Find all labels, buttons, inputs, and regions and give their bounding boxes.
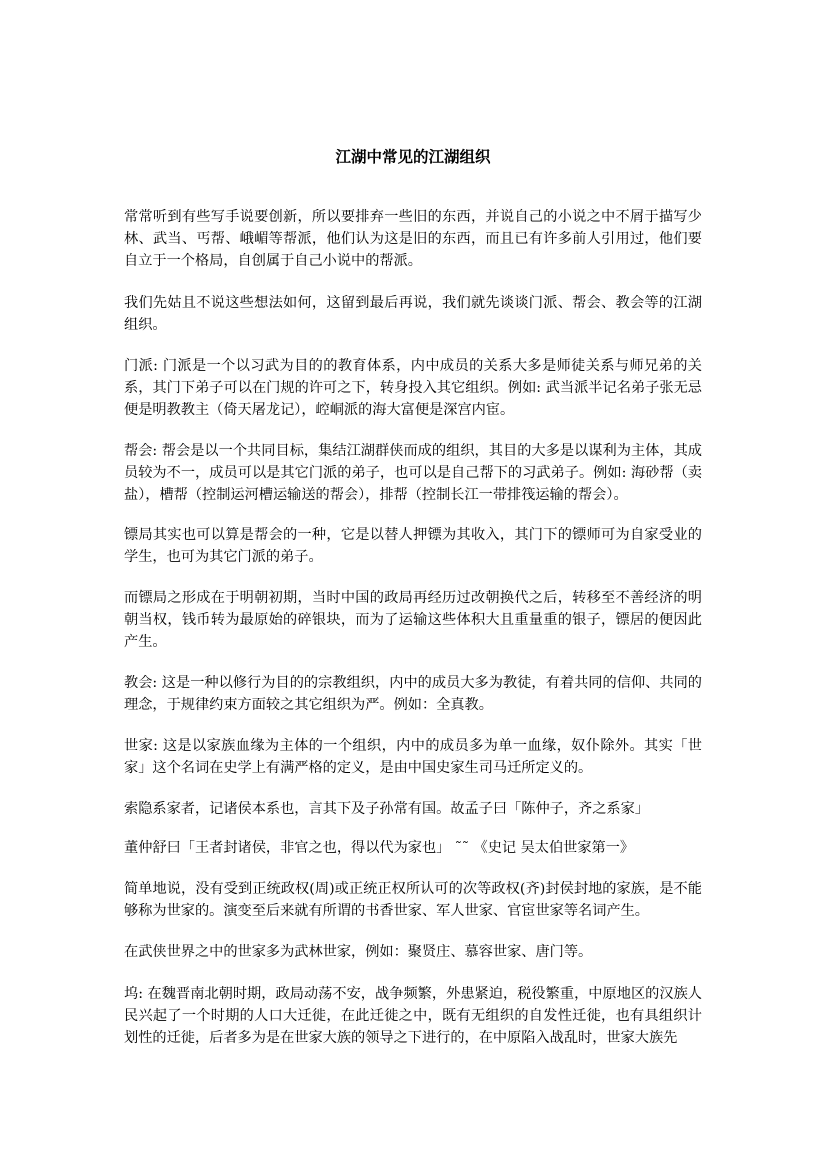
paragraph-menpai: 门派: 门派是一个以习武为目的的教育体系，内中成员的关系大多是师徒关系与师兄弟的关系，其门下弟子可以在门规的许可之下，转身投入其它组织。例如: 武当派半记名弟子张无忌便是明教教主（倚天屠龙记），崆峒派的海大富便是深宫内宦。: [124, 358, 702, 418]
paragraph-shijia: 世家: 这是以家族血缘为主体的一个组织，内中的成员多为单一血缘，奴仆除外。其实「世家」这个名词在史学上有满严格的定义，是由中国史家生司马迁所定义的。: [124, 738, 702, 776]
paragraph-biaoju-origin: 而镖局之形成在于明朝初期，当时中国的政局再经历过改朝换代之后，转移至不善经济的明朝当权，钱币转为最原始的碎银块，而为了运输这些体积大且重量重的银子，镖居的便因此产生。: [124, 590, 702, 650]
paragraph-banghui: 帮会: 帮会是以一个共同目标，集结江湖群侠而成的组织，其目的大多是以谋利为主体，其成员较为不一，成员可以是其它门派的弟子，也可以是自己帮下的习武弟子。例如: 海砂帮（卖盐），槽帮（控制运河槽运输送的帮会），排帮（控制长江一带排筏运输的帮会）。: [124, 443, 702, 503]
paragraph-shijia-definition: 简单地说，没有受到正统政权(周)或正统正权所认可的次等政权(齐)封侯封地的家族，是不能够称为世家的。演变至后来就有所谓的书香世家、军人世家、官宦世家等名词产生。: [124, 881, 702, 919]
paragraph-intro: 常常听到有些写手说要创新，所以要排弃一些旧的东西，并说自己的小说之中不屑于描写少林、武当、丐帮、峨嵋等帮派，他们认为这是旧的东西，而且已有许多前人引用过，他们要自立于一个格局，自创属于自己小说中的帮派。: [124, 209, 702, 269]
paragraph-overview: 我们先姑且不说这些想法如何，这留到最后再说，我们就先谈谈门派、帮会、教会等的江湖组织。: [124, 295, 702, 333]
paragraph-biaoju: 镖局其实也可以算是帮会的一种，它是以替人押镖为其收入，其门下的镖师可为自家受业的学生，也可为其它门派的弟子。: [124, 527, 702, 565]
paragraph-wu: 坞: 在魏晋南北朝时期，政局动荡不安，战争频繁，外患紧迫，税役繁重，中原地区的汉族人民兴起了一个时期的人口大迁徙，在此迁徙之中，既有无组织的自发性迁徙，也有具组织计划性的迁徙，后者多为是在世家大族的领导之下进行的，在中原陷入战乱时，世家大族先: [124, 986, 702, 1046]
paragraph-dong-zhongshu-quote: 董仲舒曰「王者封诸侯，非官之也，得以代为家也」 ˜˜ 《史记 吴太伯世家第一》: [124, 840, 635, 856]
paragraph-wulin-shijia: 在武侠世界之中的世家多为武林世家，例如：聚贤庄、慕容世家、唐门等。: [124, 944, 593, 960]
document-title: 江湖中常见的江湖组织: [335, 147, 491, 166]
paragraph-jiaohui: 教会: 这是一种以修行为目的的宗教组织，内中的成员大多为教徒，有着共同的信仰、共同的理念，于规律约束方面较之其它组织为严。例如：全真教。: [124, 675, 702, 713]
paragraph-suoyin-quote: 索隐系家者，记诸侯本系也，言其下及子孙常有国。故孟子曰「陈仲子，齐之系家」: [124, 801, 649, 817]
